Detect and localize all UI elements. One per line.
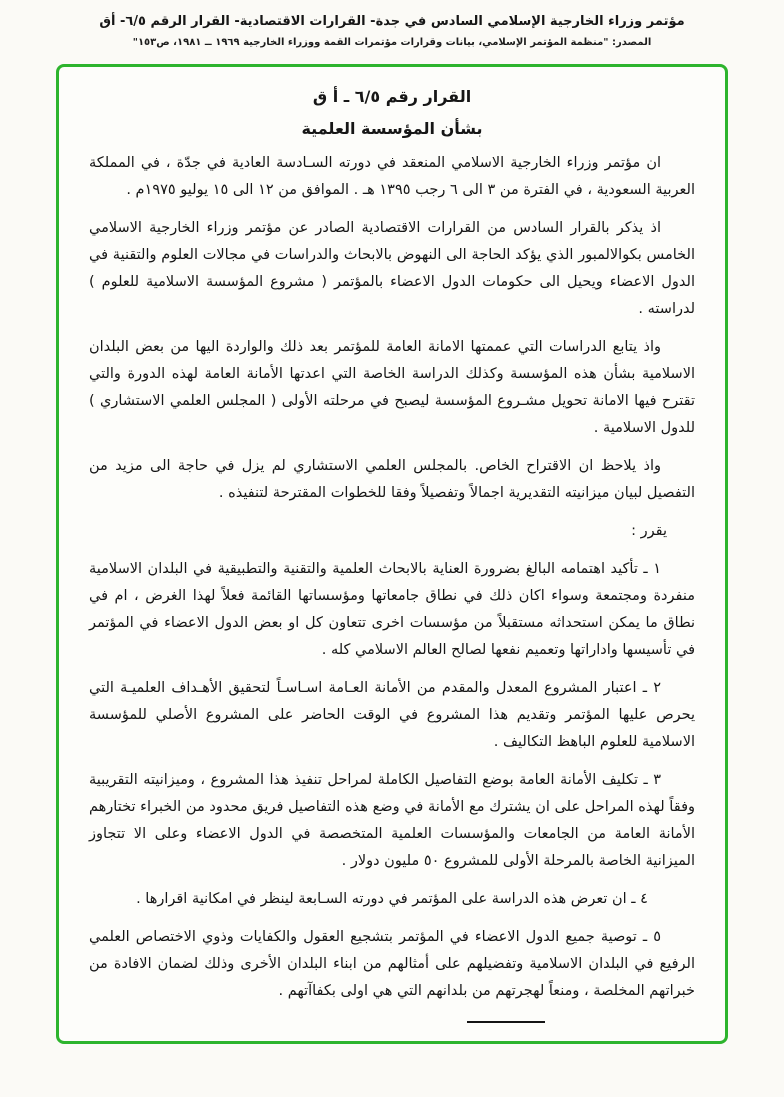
preamble-paragraph-2: اذ يذكر بالقرار السادس من القرارات الاقتصادية الصادر عن مؤتمر وزراء الخارجية الاسلامي الخامس بكوالالمبور الذي يؤكد الحاجة الى النهوض بالابحاث والدراسات في مجالات العلوم والتقنية في الدول الاعضاء ويحيل الى حكومات الدول الاعضاء بالمؤتمر ( مشروع المؤسسة الاسلامية للعلوم ) لدراسته . bbox=[89, 220, 695, 317]
header-source: المصدر: "منظمة المؤتمر الإسلامي، بيانات وقرارات مؤتمرات القمة ووزراء الخارجية ١٩٦٩ ــ ١٩٨١، ص١٥٣" bbox=[132, 37, 652, 48]
resolution-title: القرار رقم ٦/٥ ـ أ ق bbox=[312, 87, 472, 106]
footer-divider bbox=[467, 1021, 545, 1023]
resolution-item-5: ٥ ـ توصية جميع الدول الاعضاء في المؤتمر بتشجيع العقول والكفايات وذوي الاختصاص العلمي الرفيع في البلدان الاسلامية وتفضيلهم على أمثالهم من ابناء البلدان الأخرى وذلك لضمان الافادة من خبراتهم المخلصة ، ومنعاً لهجرتهم من بلدانهم التي هي اولى بكفاآتهم . bbox=[89, 929, 695, 999]
preamble-paragraph-3: واذ يتابع الدراسات التي عممتها الامانة العامة للمؤتمر بعد ذلك والواردة اليها من بعض البلدان الاسلامية بشأن هذه المؤسسة وكذلك الدراسة الخاصة التي اعدتها الأمانة العامة لهذه الدورة والتي تقترح فيها الامانة تحويل مشـروع المؤسسة ليصبح في مرحلته الأولى ( المجلس العلمي الاستشاري ) للدول الاسلامية . bbox=[89, 339, 695, 436]
resolution-item-4: ٤ ـ ان تعرض هذه الدراسة على المؤتمر في دورته السـابعة لينظر في امكانية اقرارها . bbox=[136, 891, 648, 907]
resolution-item-3: ٣ ـ تكليف الأمانة العامة بوضع التفاصيل الكاملة لمراحل تنفيذ هذا المشروع ، وميزانيته التقريبية وفقاً لهذه المراحل على ان يشترك مع الأمانة في وضع هذه التفاصيل فريق محدود من الخبراء تختارهم الأمانة العامة من الجامعات والمؤسسات العلمية المتخصصة في الدول الاعضاء وعلى الا تتجاوز الميزانية الخاصة بالمرحلة الأولى للمشروع ٥٠ مليون دولار . bbox=[89, 772, 695, 869]
preamble-paragraph-1: ان مؤتمر وزراء الخارجية الاسلامي المنعقد في دورته السـادسة العادية في جدّة ، في المملكة العربية السعودية ، في الفترة من ٣ الى ٦ رجب ١٣٩٥ هـ . الموافق من ١٢ الى ١٥ يوليو ١٩٧٥م . bbox=[89, 155, 695, 198]
preamble-paragraph-4: واذ يلاحظ ان الاقتراح الخاص. بالمجلس العلمي الاستشاري لم يزل في حاجة الى مزيد من التفصيل لبيان ميزانيته التقديرية اجمالاً وتفصيلاً وفقا للخطوات المقترحة لتنفيذه . bbox=[89, 458, 695, 501]
document-header bbox=[0, 12, 784, 48]
header-title: مؤتمر وزراء الخارجية الإسلامي السادس في جدة- القرارات الاقتصادية- القرار الرقم ٦/٥- أق bbox=[99, 14, 685, 29]
decides-label: يقرر : bbox=[631, 523, 667, 539]
resolution-item-2: ٢ ـ اعتبار المشروع المعدل والمقدم من الأمانة العـامة اسـاسـاً لتحقيق الأهـداف العلميـة التي يحرص عليها المؤتمر وتقديم هذا المشروع في الوقت الحاضر على المشروع الأصلي للمؤسسة الاسلامية للعلوم الباهظ التكاليف . bbox=[89, 680, 695, 750]
resolution-box bbox=[56, 64, 728, 1044]
resolution-subtitle: بشأن المؤسسة العلمية bbox=[301, 119, 483, 138]
resolution-item-1: ١ ـ تأكيد اهتمامه البالغ بضرورة العناية بالابحاث العلمية والتقنية والتطبيقية في البلدان الاسلامية منفردة ومجتمعة وسواء اكان ذلك في نطاق جامعاتها ومؤسساتها القائمة فعلاً لهذا الغرض ، ام في نطاق ما يمكن استحداثه مستقبلاً من مؤسسات اخرى تتعاون كل او بعض الدول الاعضاء في المؤتمر في تأسيسها واداراتها وتعميم نفعها لصالح العالم الاسلامي كله . bbox=[89, 561, 695, 658]
